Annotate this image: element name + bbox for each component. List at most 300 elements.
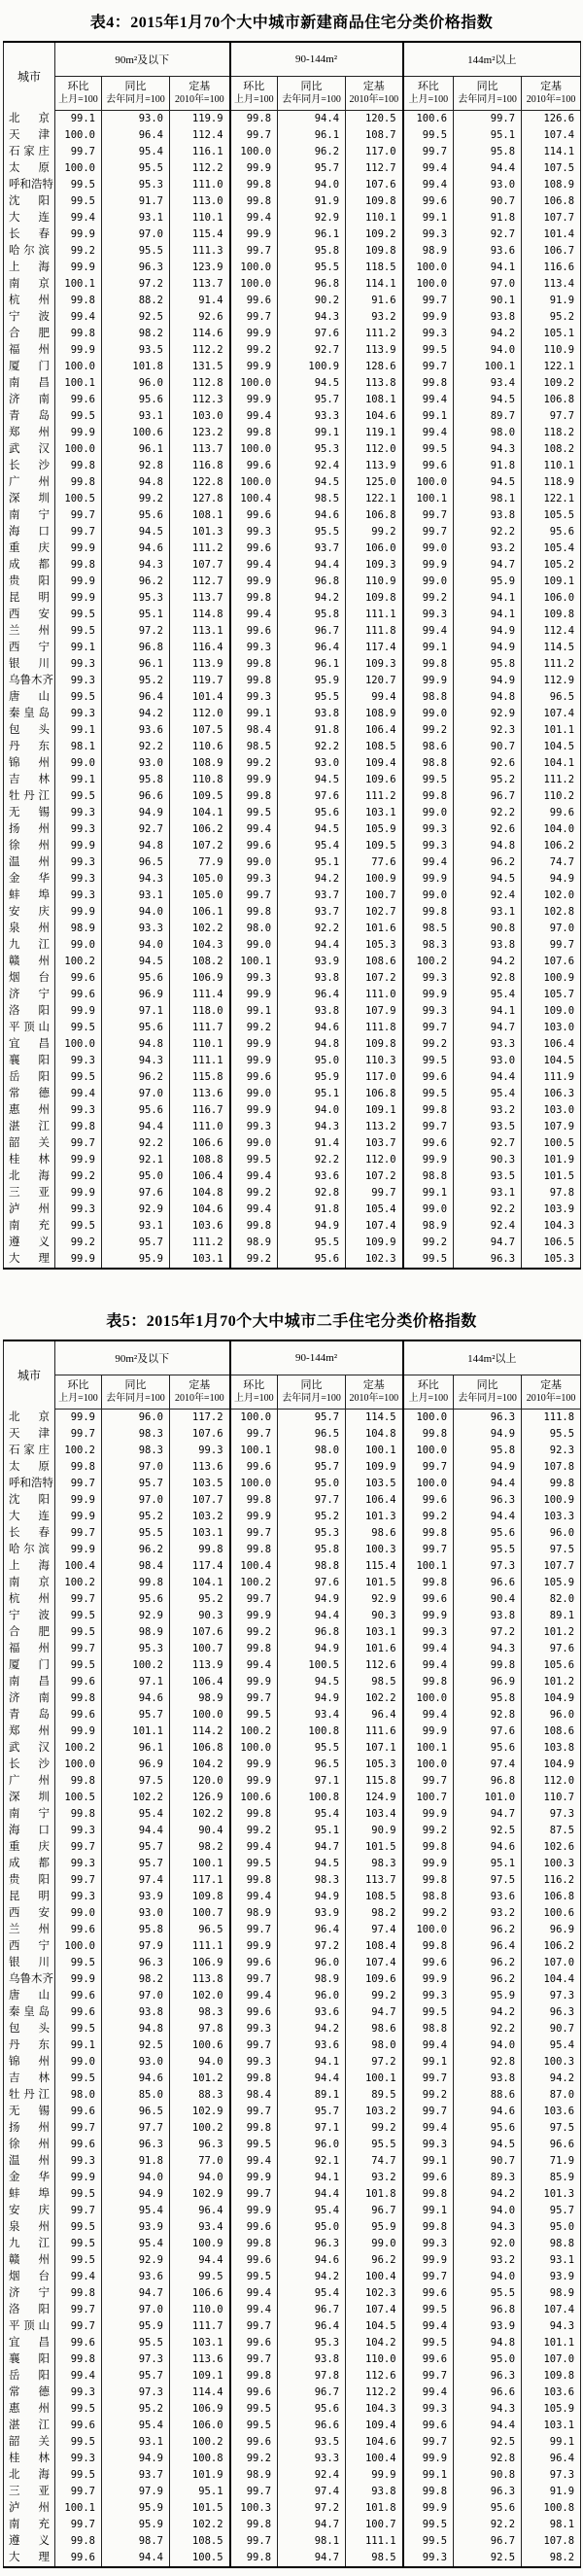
table-row (4, 772, 581, 788)
value-cell: 97.3 (522, 1806, 581, 1823)
value-cell: 112.9 (522, 673, 581, 689)
value-cell: 96.5 (102, 854, 170, 871)
value-cell: 106.2 (522, 1938, 581, 1955)
value-cell: 99.7 (230, 1690, 278, 1707)
city-cell: 徐 州 (4, 838, 55, 854)
value-cell: 99.2 (403, 590, 454, 607)
value-cell: 100.3 (346, 1542, 403, 1558)
value-cell: 111.8 (346, 623, 403, 640)
table-row (4, 1410, 581, 1427)
value-cell: 97.7 (522, 408, 581, 425)
value-cell: 100.0 (170, 1707, 230, 1723)
value-cell: 99.5 (403, 2004, 454, 2021)
value-cell: 99.2 (55, 1168, 102, 1185)
value-cell: 115.4 (170, 226, 230, 243)
value-cell: 110.1 (346, 210, 403, 226)
value-cell: 96.6 (278, 2418, 346, 2434)
value-cell: 100.0 (230, 1740, 278, 1757)
table4-section (3, 10, 580, 1270)
value-cell: 94.9 (102, 805, 170, 821)
value-cell: 93.6 (278, 2037, 346, 2054)
value-cell: 112.4 (170, 127, 230, 144)
value-cell: 94.2 (278, 2021, 346, 2037)
value-cell: 100.2 (230, 1723, 278, 1740)
value-cell: 103.0 (522, 1020, 581, 1036)
value-cell: 95.0 (278, 1053, 346, 1069)
value-cell: 99.9 (55, 1492, 102, 1509)
group-header-90to144: 90-144m² (230, 42, 403, 77)
city-cell: 泉 州 (4, 2219, 55, 2236)
table-row (4, 2186, 581, 2203)
value-cell: 97.3 (102, 2351, 170, 2368)
value-cell: 101.4 (170, 689, 230, 706)
value-cell: 117.4 (346, 640, 403, 656)
value-cell: 99.9 (230, 392, 278, 408)
value-cell: 100.6 (230, 1790, 278, 1806)
value-cell: 109.1 (522, 574, 581, 590)
value-cell: 95.8 (454, 144, 522, 160)
value-cell: 109.6 (346, 1971, 403, 1988)
value-cell: 95.0 (278, 2219, 346, 2236)
table-row (4, 2401, 581, 2418)
table-row (4, 507, 581, 524)
value-cell: 98.3 (346, 1856, 403, 1872)
value-cell: 106.8 (522, 392, 581, 408)
value-cell: 89.3 (454, 2170, 522, 2186)
table-row (4, 1757, 581, 1773)
value-cell: 104.3 (346, 2401, 403, 2418)
value-cell: 114.1 (522, 144, 581, 160)
value-cell: 93.4 (278, 1707, 346, 1723)
value-cell: 99.4 (230, 210, 278, 226)
city-cell: 南 宁 (4, 1806, 55, 1823)
value-cell: 112.2 (346, 2385, 403, 2401)
value-cell: 110.7 (522, 1790, 581, 1806)
value-cell: 99.4 (230, 1168, 278, 1185)
value-cell: 99.8 (55, 1690, 102, 1707)
value-cell: 98.9 (403, 243, 454, 260)
value-cell: 96.0 (278, 2137, 346, 2153)
value-cell: 100.1 (403, 491, 454, 507)
value-cell: 97.2 (278, 1938, 346, 1955)
value-cell: 99.6 (230, 2219, 278, 2236)
value-cell: 94.0 (102, 2170, 170, 2186)
value-cell: 99.7 (55, 2517, 102, 2533)
value-cell: 123.2 (170, 425, 230, 441)
value-cell: 99.6 (522, 805, 581, 821)
value-cell: 99.7 (230, 1971, 278, 1988)
value-cell: 99.6 (230, 838, 278, 854)
value-cell: 99.0 (230, 854, 278, 871)
value-cell: 95.7 (102, 1235, 170, 1251)
value-cell: 96.7 (454, 788, 522, 805)
value-cell: 98.2 (102, 1971, 170, 1988)
table-row (4, 359, 581, 375)
value-cell: 99.2 (230, 1020, 278, 1036)
city-cell: 广 州 (4, 474, 55, 491)
table-row (4, 888, 581, 904)
value-cell: 107.2 (346, 970, 403, 987)
value-cell: 100.3 (230, 2500, 278, 2517)
city-cell: 遵 义 (4, 2533, 55, 2550)
value-cell: 119.9 (170, 111, 230, 128)
value-cell: 99.6 (403, 2351, 454, 2368)
value-cell: 95.5 (278, 689, 346, 706)
value-cell: 97.5 (102, 1773, 170, 1790)
value-cell: 96.2 (346, 2252, 403, 2269)
value-cell: 99.3 (55, 2385, 102, 2401)
value-cell: 89.5 (346, 2087, 403, 2104)
value-cell: 100.1 (230, 1443, 278, 1459)
value-cell: 102.3 (346, 2285, 403, 2302)
value-cell: 95.7 (102, 1839, 170, 1856)
value-cell: 105.4 (522, 540, 581, 557)
value-cell: 99.7 (522, 937, 581, 954)
value-cell: 111.2 (522, 656, 581, 673)
value-cell: 91.8 (454, 458, 522, 474)
city-cell: 无 锡 (4, 2104, 55, 2120)
value-cell: 99.9 (55, 574, 102, 590)
value-cell: 99.7 (403, 2434, 454, 2451)
value-cell: 94.6 (278, 507, 346, 524)
value-cell: 98.9 (230, 2467, 278, 2484)
value-cell: 113.4 (522, 276, 581, 293)
value-cell: 108.6 (522, 1723, 581, 1740)
value-cell: 94.1 (278, 2170, 346, 2186)
value-cell: 92.2 (454, 1201, 522, 1218)
value-cell: 90.3 (454, 1152, 522, 1168)
value-cell: 99.6 (55, 2004, 102, 2021)
city-cell: 长 沙 (4, 1757, 55, 1773)
value-cell: 94.2 (454, 2004, 522, 2021)
value-cell: 99.5 (55, 2434, 102, 2451)
value-cell: 106.9 (170, 970, 230, 987)
table-row (4, 1492, 581, 1509)
value-cell: 106.6 (170, 2285, 230, 2302)
value-cell: 100.0 (403, 1922, 454, 1938)
value-cell: 99.3 (403, 2550, 454, 2567)
value-cell: 99.9 (55, 1509, 102, 1525)
value-cell: 96.2 (454, 1955, 522, 1971)
value-cell: 94.6 (102, 1690, 170, 1707)
value-cell: 94.4 (278, 1608, 346, 1624)
value-cell: 93.9 (522, 2269, 581, 2285)
value-cell: 99.1 (55, 2037, 102, 2054)
value-cell: 99.3 (403, 2236, 454, 2252)
value-cell: 113.9 (170, 656, 230, 673)
value-cell: 99.9 (230, 326, 278, 342)
value-cell: 98.1 (522, 2517, 581, 2533)
value-cell: 96.3 (102, 2137, 170, 2153)
value-cell: 99.4 (230, 1988, 278, 2004)
value-cell: 99.2 (403, 2087, 454, 2104)
value-cell: 99.5 (403, 1251, 454, 1269)
value-cell: 99.4 (55, 2368, 102, 2385)
value-cell: 90.1 (454, 293, 522, 309)
value-cell: 122.1 (522, 491, 581, 507)
value-cell: 105.3 (346, 1757, 403, 1773)
value-cell: 94.2 (102, 706, 170, 722)
table-row (4, 1707, 581, 1723)
value-cell: 102.9 (170, 2104, 230, 2120)
group-header-over144: 144m²以上 (403, 42, 581, 77)
value-cell: 110.1 (522, 458, 581, 474)
value-cell: 96.9 (102, 1757, 170, 1773)
value-cell: 99.3 (403, 1003, 454, 1020)
city-cell: 徐 州 (4, 2137, 55, 2153)
table-row (4, 1036, 581, 1053)
value-cell: 99.0 (403, 706, 454, 722)
value-cell: 100.9 (170, 2236, 230, 2252)
value-cell: 99.1 (55, 772, 102, 788)
city-cell: 九 江 (4, 937, 55, 954)
city-cell: 烟 台 (4, 2269, 55, 2285)
value-cell: 95.3 (102, 590, 170, 607)
value-cell: 98.1 (278, 2533, 346, 2550)
city-cell: 厦 门 (4, 359, 55, 375)
city-cell: 唐 山 (4, 689, 55, 706)
value-cell: 90.3 (346, 1608, 403, 1624)
value-cell: 99.9 (230, 1102, 278, 1119)
value-cell: 95.4 (278, 2285, 346, 2302)
value-cell: 94.8 (454, 689, 522, 706)
value-cell: 99.6 (55, 392, 102, 408)
value-cell: 105.4 (346, 1201, 403, 1218)
value-cell: 110.1 (170, 1036, 230, 1053)
table-row (4, 1020, 581, 1036)
value-cell: 111.1 (170, 1938, 230, 1955)
value-cell: 93.4 (454, 375, 522, 392)
value-cell: 99.9 (55, 342, 102, 359)
value-cell: 94.6 (454, 1839, 522, 1856)
city-cell: 烟 台 (4, 970, 55, 987)
value-cell: 93.6 (102, 722, 170, 739)
value-cell: 91.8 (278, 722, 346, 739)
value-cell: 96.6 (454, 2385, 522, 2401)
value-cell: 106.4 (170, 1168, 230, 1185)
value-cell: 99.5 (55, 1069, 102, 1086)
value-cell: 111.2 (346, 326, 403, 342)
value-cell: 100.0 (403, 1476, 454, 1492)
value-cell: 99.3 (55, 1856, 102, 1872)
value-cell: 92.7 (278, 342, 346, 359)
value-cell: 107.4 (522, 127, 581, 144)
value-cell: 99.4 (230, 2302, 278, 2318)
value-cell: 98.2 (522, 2550, 581, 2567)
table-row (4, 1086, 581, 1102)
city-cell: 上 海 (4, 260, 55, 276)
value-cell: 92.2 (278, 921, 346, 937)
value-cell: 99.7 (403, 359, 454, 375)
city-cell: 泸 州 (4, 2500, 55, 2517)
value-cell: 97.9 (102, 2484, 170, 2500)
table-row (4, 2451, 581, 2467)
city-cell: 杭 州 (4, 1591, 55, 1608)
value-cell: 98.2 (102, 326, 170, 342)
value-cell: 98.3 (170, 2004, 230, 2021)
value-cell: 96.3 (170, 2137, 230, 2153)
value-cell: 94.0 (278, 177, 346, 193)
city-cell: 南 昌 (4, 375, 55, 392)
value-cell: 99.3 (403, 226, 454, 243)
city-cell: 洛 阳 (4, 2302, 55, 2318)
value-cell: 97.4 (278, 2484, 346, 2500)
value-cell: 106.4 (522, 1036, 581, 1053)
value-cell: 99.3 (230, 524, 278, 540)
value-cell: 99.4 (403, 392, 454, 408)
value-cell: 95.9 (454, 1988, 522, 2004)
value-cell: 99.9 (230, 772, 278, 788)
value-cell: 94.9 (454, 640, 522, 656)
value-cell: 98.9 (230, 1905, 278, 1922)
value-cell: 99.5 (403, 2533, 454, 2550)
value-cell: 95.1 (454, 127, 522, 144)
value-cell: 102.2 (346, 1690, 403, 1707)
table-row (4, 1922, 581, 1938)
city-cell: 广 州 (4, 1773, 55, 1790)
value-cell: 99.5 (403, 1086, 454, 1102)
value-cell: 99.0 (55, 2054, 102, 2071)
value-cell: 111.0 (170, 1119, 230, 1135)
value-cell: 99.7 (403, 1542, 454, 1558)
value-cell: 93.6 (454, 1889, 522, 1905)
value-cell: 98.8 (403, 689, 454, 706)
value-cell: 94.9 (102, 2451, 170, 2467)
value-cell: 94.5 (454, 871, 522, 888)
value-cell: 110.9 (522, 342, 581, 359)
value-cell: 117.0 (346, 144, 403, 160)
value-cell: 99.3 (55, 821, 102, 838)
value-cell: 95.5 (454, 1542, 522, 1558)
value-cell: 98.7 (102, 2533, 170, 2550)
value-cell: 104.6 (346, 2434, 403, 2451)
table-row (4, 2153, 581, 2170)
value-cell: 104.1 (170, 1575, 230, 1591)
value-cell: 112.0 (346, 1152, 403, 1168)
value-cell: 96.2 (102, 1069, 170, 1086)
value-cell: 89.7 (454, 408, 522, 425)
value-cell: 104.9 (522, 1690, 581, 1707)
value-cell: 128.6 (346, 359, 403, 375)
value-cell: 107.2 (170, 838, 230, 854)
value-cell: 99.6 (230, 293, 278, 309)
value-cell: 98.9 (102, 1624, 170, 1641)
value-cell: 99.5 (55, 193, 102, 210)
value-cell: 99.4 (403, 425, 454, 441)
table-row (4, 1069, 581, 1086)
value-cell: 99.3 (230, 689, 278, 706)
metric-header-base: 定基 2010年=100 (522, 77, 581, 111)
table-row (4, 1575, 581, 1591)
value-cell: 92.8 (454, 2054, 522, 2071)
value-cell: 106.9 (170, 1955, 230, 1971)
value-cell: 96.9 (102, 987, 170, 1003)
city-cell: 惠 州 (4, 2401, 55, 2418)
value-cell: 99.3 (403, 1624, 454, 1641)
value-cell: 92.9 (102, 1608, 170, 1624)
value-cell: 99.9 (55, 1542, 102, 1558)
value-cell: 93.8 (454, 309, 522, 326)
value-cell: 92.3 (522, 1443, 581, 1459)
value-cell: 99.2 (230, 1185, 278, 1201)
value-cell: 95.2 (522, 309, 581, 326)
table-row (4, 210, 581, 226)
value-cell: 102.2 (170, 921, 230, 937)
value-cell: 98.8 (403, 1168, 454, 1185)
value-cell: 114.6 (170, 326, 230, 342)
value-cell: 94.3 (102, 557, 170, 574)
value-cell: 87.5 (522, 1823, 581, 1839)
city-cell: 温 州 (4, 2153, 55, 2170)
value-cell: 99.7 (230, 127, 278, 144)
value-cell: 109.8 (346, 590, 403, 607)
value-cell: 92.5 (454, 2434, 522, 2451)
value-cell: 100.5 (278, 1657, 346, 1674)
city-cell: 西 宁 (4, 640, 55, 656)
value-cell: 100.0 (403, 260, 454, 276)
value-cell: 99.4 (230, 1201, 278, 1218)
table-row (4, 1251, 581, 1269)
value-cell: 92.8 (454, 1707, 522, 1723)
value-cell: 94.7 (454, 1020, 522, 1036)
city-cell: 济 宁 (4, 987, 55, 1003)
value-cell: 101.9 (170, 2467, 230, 2484)
value-cell: 95.5 (102, 2335, 170, 2351)
value-cell: 100.0 (55, 160, 102, 177)
value-cell: 112.0 (170, 706, 230, 722)
value-cell: 94.3 (102, 871, 170, 888)
value-cell: 97.0 (102, 2302, 170, 2318)
value-cell: 114.5 (522, 640, 581, 656)
value-cell: 99.4 (403, 2037, 454, 2054)
table-row (4, 1856, 581, 1872)
value-cell: 119.1 (346, 425, 403, 441)
value-cell: 92.4 (278, 458, 346, 474)
value-cell: 99.6 (55, 1988, 102, 2004)
value-cell: 100.1 (170, 1856, 230, 1872)
value-cell: 100.0 (403, 1757, 454, 1773)
value-cell: 90.4 (454, 1591, 522, 1608)
table-row (4, 1773, 581, 1790)
value-cell: 99.5 (55, 2219, 102, 2236)
value-cell: 92.2 (102, 1135, 170, 1152)
value-cell: 107.0 (522, 1955, 581, 1971)
value-cell: 104.4 (522, 1971, 581, 1988)
value-cell: 94.5 (454, 2137, 522, 2153)
value-cell: 111.2 (170, 540, 230, 557)
value-cell: 99.9 (55, 540, 102, 557)
value-cell: 99.8 (230, 111, 278, 128)
value-cell: 99.7 (55, 1591, 102, 1608)
value-cell: 111.7 (170, 1020, 230, 1036)
value-cell: 99.9 (403, 1856, 454, 1872)
value-cell: 99.9 (55, 1723, 102, 1740)
value-cell: 102.3 (346, 1251, 403, 1269)
value-cell: 103.3 (522, 1509, 581, 1525)
value-cell: 97.2 (102, 623, 170, 640)
value-cell: 104.8 (346, 1426, 403, 1443)
value-cell: 96.1 (102, 441, 170, 458)
value-cell: 120.7 (346, 673, 403, 689)
value-cell: 100.6 (170, 2037, 230, 2054)
city-cell: 银 川 (4, 656, 55, 673)
value-cell: 99.2 (55, 1235, 102, 1251)
value-cell: 113.8 (346, 375, 403, 392)
value-cell: 99.9 (403, 673, 454, 689)
value-cell: 94.2 (454, 2186, 522, 2203)
value-cell: 94.9 (454, 673, 522, 689)
value-cell: 96.0 (278, 1955, 346, 1971)
